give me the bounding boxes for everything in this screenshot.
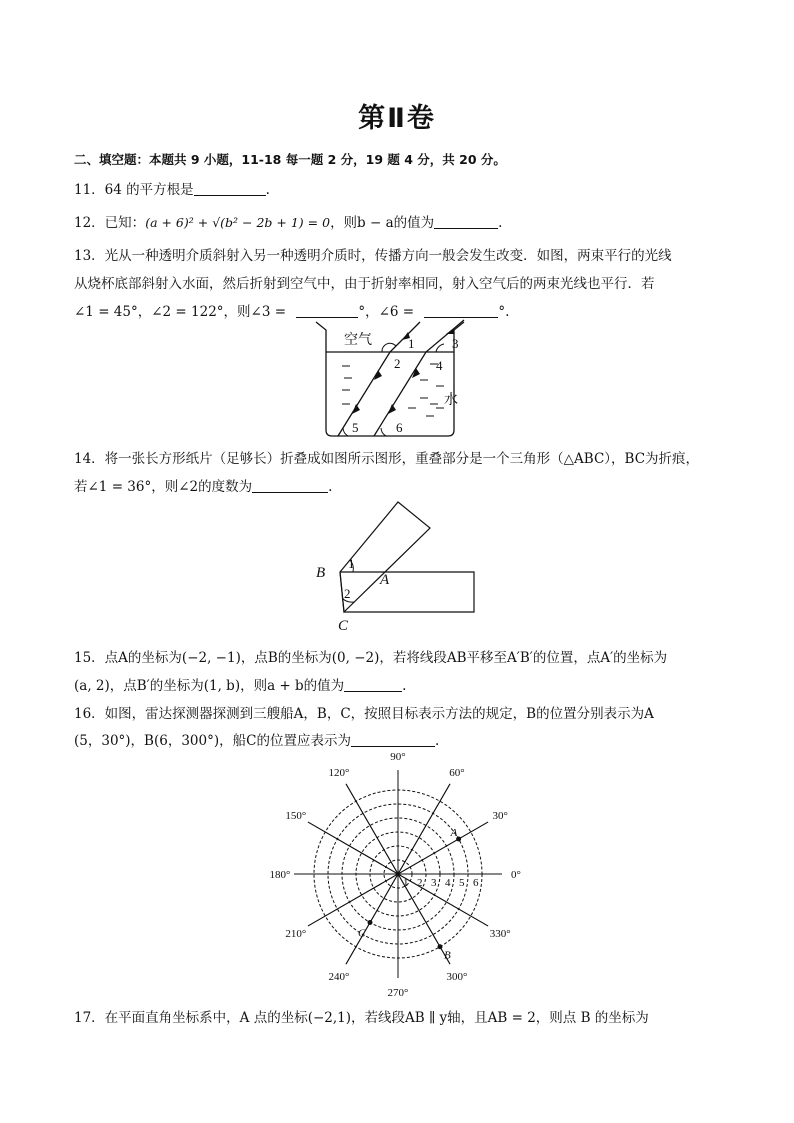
angle-label-1: 1 [348, 556, 355, 571]
radar-angle-label: 120° [328, 766, 350, 779]
q13-line1: 13．光从一种透明介质斜射入另一种透明介质时，传播方向一般会发生改变．如图，两束平行的光线 [74, 248, 672, 264]
radar-angle-label: 90° [390, 751, 406, 763]
q12-end: . [498, 215, 503, 231]
q15-answer-blank[interactable] [344, 678, 402, 692]
radar-angle-label: 150° [285, 810, 307, 822]
q16-answer-blank[interactable] [351, 733, 435, 747]
angle-label-6: 6 [396, 420, 403, 435]
ship-label: A [450, 827, 458, 839]
q13-line3a: ∠1 = 45°，∠2 = 122°，则∠3 = [74, 304, 287, 320]
q14-answer-blank[interactable] [252, 479, 328, 493]
radar-ring-label: 6 [473, 877, 479, 889]
q15-end: . [402, 678, 407, 694]
q11-text: 11．64 的平方根是 [74, 182, 194, 198]
angle-label-2: 2 [344, 586, 351, 601]
paper-strip-bottom [340, 572, 474, 612]
q16-end: . [434, 733, 440, 749]
radar-angle-label: 30° [492, 810, 508, 822]
q11-answer-blank[interactable] [194, 182, 266, 196]
question-11 [74, 178, 270, 198]
radar-angle-label: 270° [387, 987, 409, 999]
radar-angle-label: 0° [511, 869, 521, 881]
angle-arc-6 [381, 428, 386, 436]
ship-label: B [444, 949, 451, 962]
folded-paper-figure [310, 498, 486, 634]
angle-arc-3 [436, 344, 444, 352]
angle-label-2: 2 [394, 356, 401, 371]
q12-answer-blank[interactable] [434, 215, 498, 229]
q13-line3c: °. [498, 304, 510, 320]
q14-line2 [74, 475, 332, 495]
point-A: A [380, 572, 390, 588]
q15-line2 [74, 674, 406, 694]
q17-line1: 17．在平面直角坐标系中，A 点的坐标(−2,1)，若线段AB ∥ y轴，且AB = 2，则点 B 的坐标为 [74, 1010, 649, 1026]
radar-spokes [294, 770, 502, 978]
radar-angle-label: 210° [285, 928, 307, 940]
angle-label-4: 4 [436, 358, 443, 373]
q11-end: . [265, 182, 270, 198]
radar-ring-label: 3 [431, 877, 437, 889]
q13-line3b: °，∠6 = [358, 304, 415, 320]
radar-ring-label: 4 [445, 877, 451, 889]
radar-angle-label: 330° [489, 928, 511, 940]
question-12 [74, 211, 502, 231]
radar-angle-label: 240° [328, 971, 350, 984]
radar-angle-label: 300° [446, 971, 468, 984]
angle-label-5: 5 [352, 420, 359, 435]
angle-label-3: 3 [452, 336, 459, 351]
q14-end: . [328, 479, 333, 495]
angle-arc-5 [343, 428, 348, 436]
q13-blank-angle6[interactable] [424, 304, 498, 318]
radar-figure [264, 751, 534, 999]
q15-line2-text: (a, 2)，点B′的坐标为(1, b)，则a + b的值为 [74, 678, 345, 694]
angle-label-1: 1 [408, 336, 415, 351]
ship-point [438, 944, 443, 949]
q14-line1: 14．将一张长方形纸片（足够长）折叠成如图所示图形，重叠部分是一个三角形（△ABC），BC为折痕， [74, 451, 700, 467]
q16-line2 [74, 729, 439, 749]
water-label: 水 [444, 392, 458, 408]
section-heading: 二、填空题：本题共 9 小题，11-18 每一题 2 分，19 题 4 分，共 20 分。 [74, 152, 506, 167]
q13-line3 [74, 300, 509, 320]
q12-prefix: 12．已知： [74, 215, 146, 231]
page-title: 第Ⅱ卷 [358, 103, 436, 134]
ship-label: C [358, 927, 366, 940]
radar-ring-label: 5 [459, 877, 465, 889]
q14-line2-text: 若∠1 = 36°，则∠2的度数为 [74, 479, 253, 495]
radar-ring-label: 1 [403, 877, 409, 889]
beaker-figure [312, 318, 480, 440]
radar-angle-label: 180° [269, 869, 291, 881]
q15-line1: 15．点A的坐标为(−2, −1)，点B的坐标为(0, −2)，若将线段AB平移至A′B′的位置，点A′的坐标为 [74, 650, 668, 666]
radar-angle-label: 60° [449, 766, 465, 779]
q16-line1: 16．如图，雷达探测器探测到三艘船A，B，C，按照目标表示方法的规定，B的位置分别表示为A [74, 706, 654, 722]
ship-point [368, 920, 373, 925]
q13-blank-angle3[interactable] [296, 304, 358, 318]
radar-labels [270, 751, 521, 999]
q16-line2-text: (5，30°)，B(6，300°)，船C的位置应表示为 [74, 733, 351, 749]
q12-mid: ，则b − a的值为 [330, 215, 435, 231]
light-ray-right [374, 320, 464, 436]
q13-line2: 从烧杯底部斜射入水面，然后折射到空气中，由于折射率相同，射入空气后的两束光线也平行．若 [74, 276, 655, 292]
radar-ring-label: 2 [417, 877, 423, 889]
q12-formula: (a + 6)² + √(b² − 2b + 1) = 0 [145, 215, 331, 230]
air-label: 空气 [344, 332, 372, 348]
point-C: C [338, 618, 349, 634]
point-B: B [316, 565, 326, 581]
